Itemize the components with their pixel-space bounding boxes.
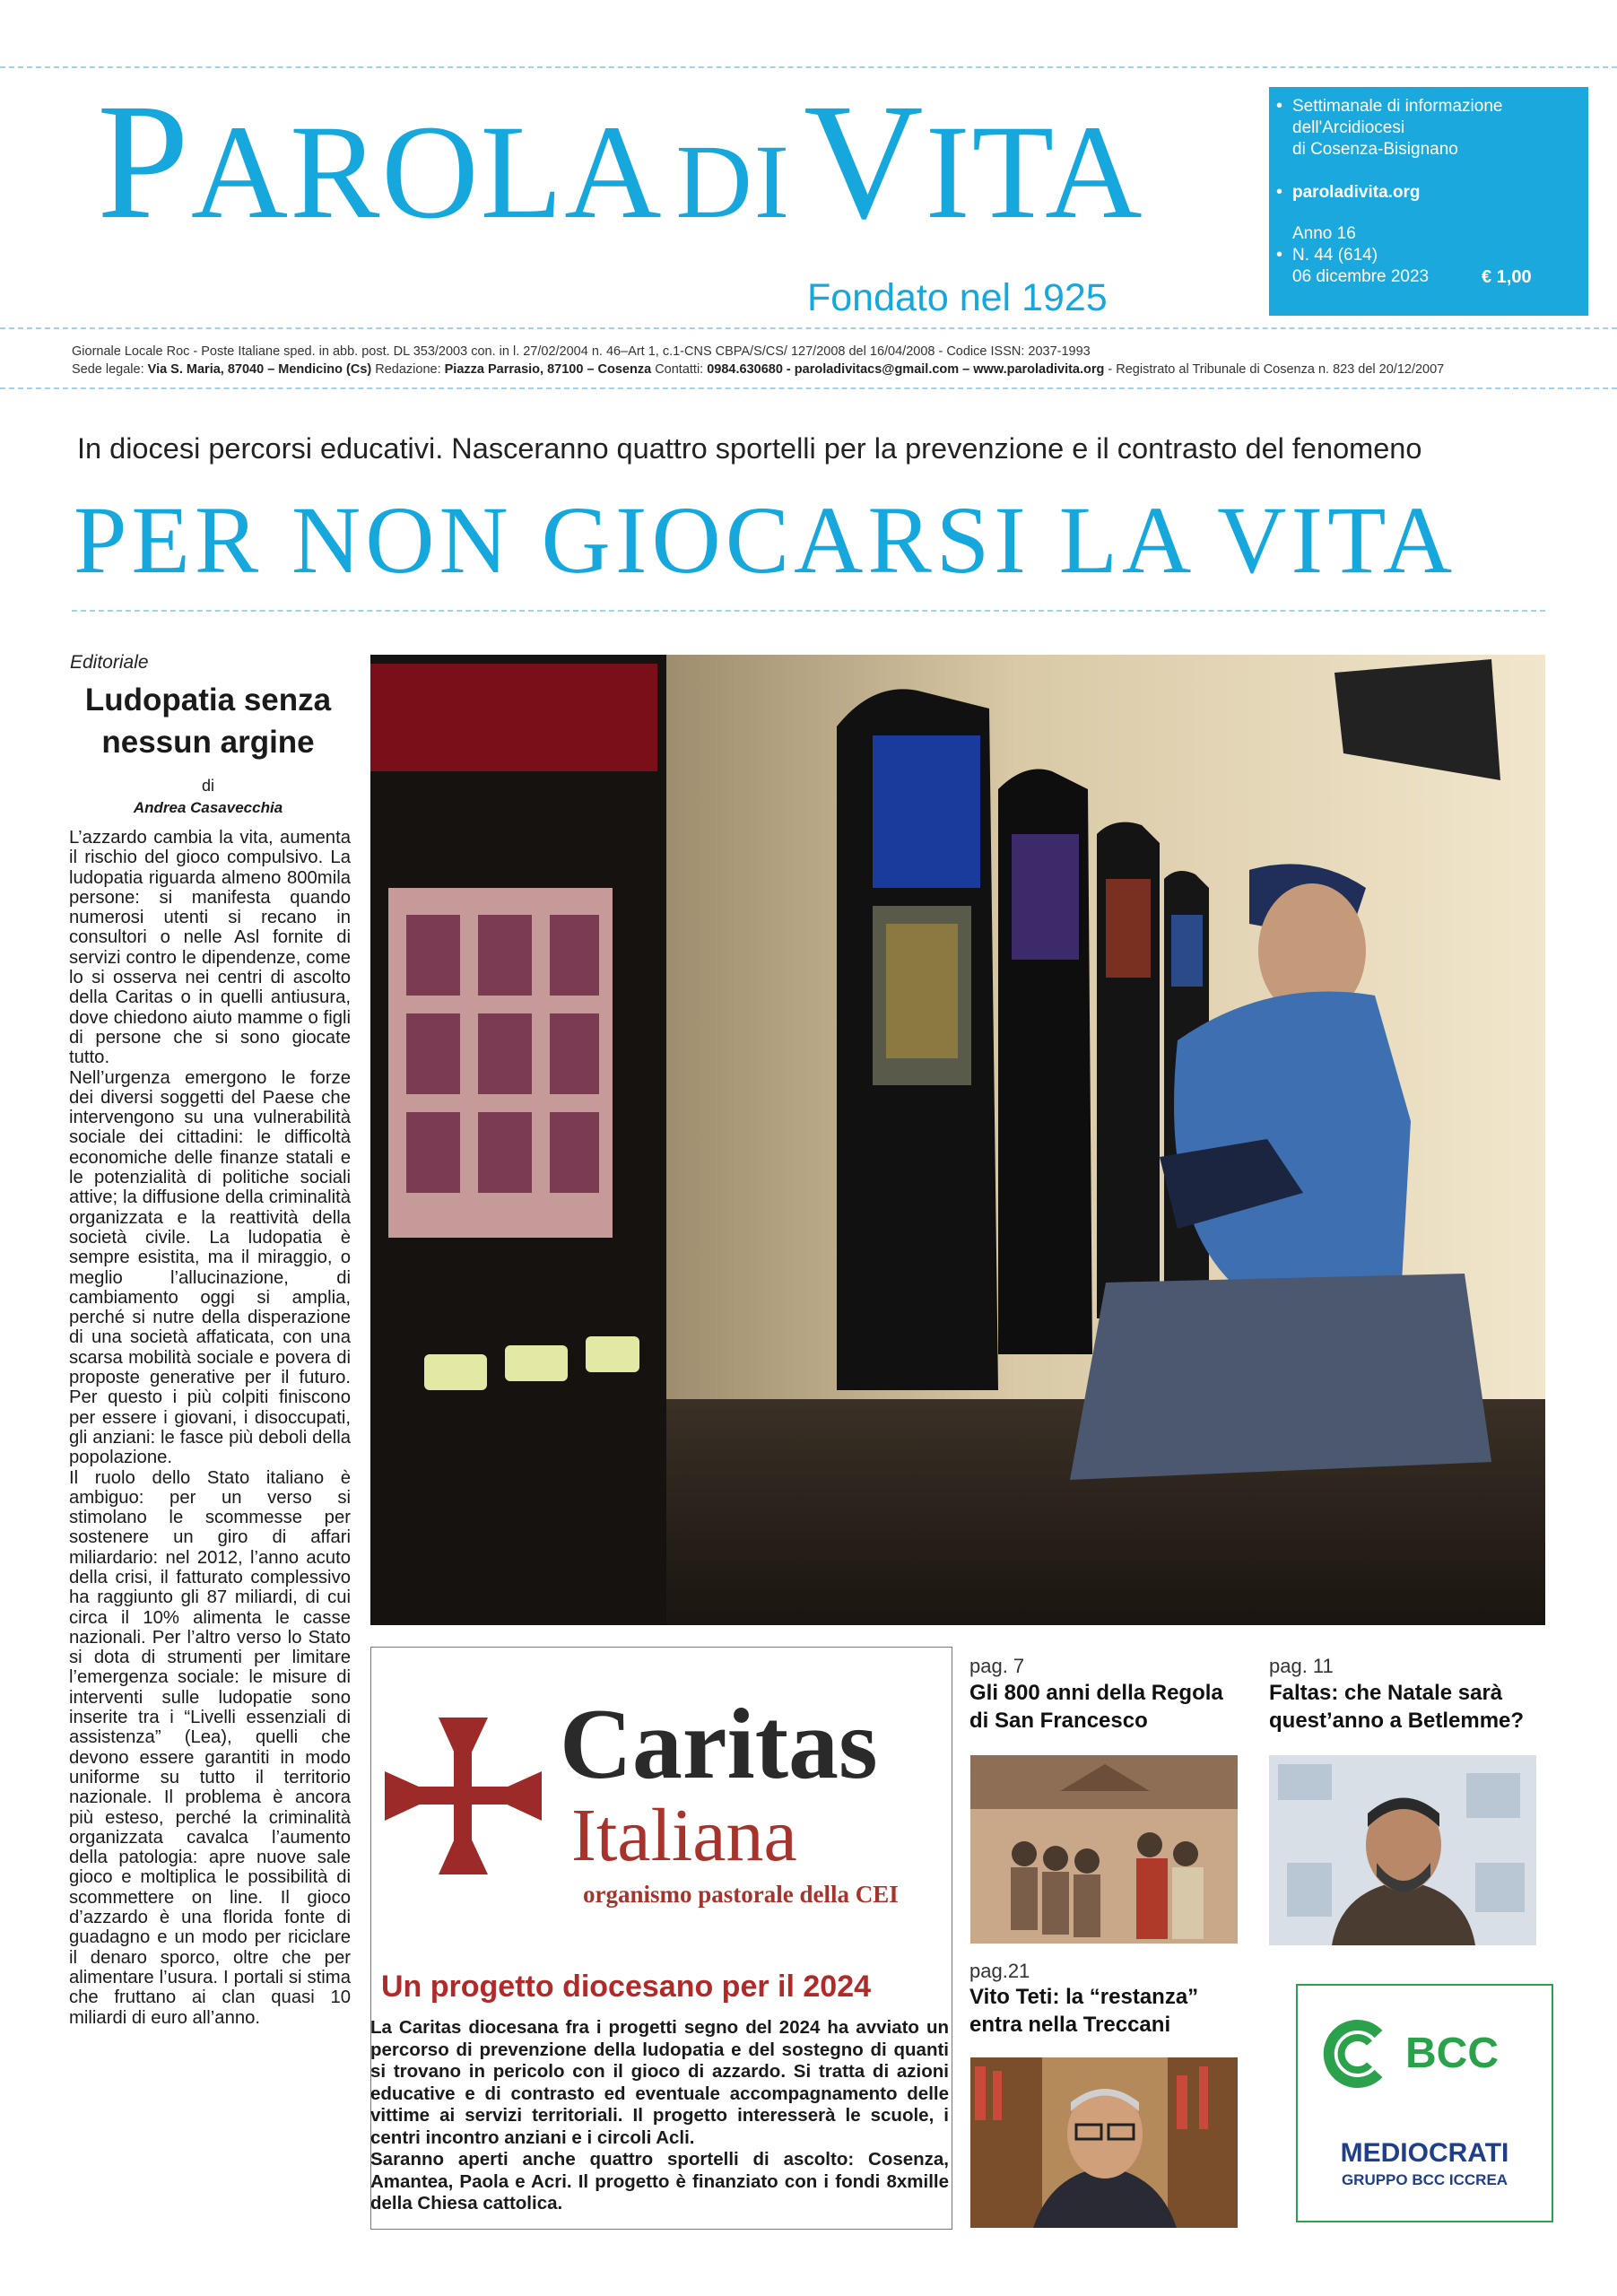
legal-label: Sede legale: [72,362,148,377]
editorial-paragraph: Nell’urgenza emergono le forze dei diversi soggetti del Paese che intervengono su una vulnerabilità sociale dei cittadini: le difficoltà economiche delle finanze statali e le potenzialità di politiche sociali attive; la diffusione della criminalità organizzata e la reattività della società civile. La ludopatia è sempre esistita, ma il miraggio, o meglio l’allucinazione, di cambiamento oggi si amplia, perché si nutre della disperazione di una società affaticata, con una scarsa mobilità sociale e povera di proposte generative per il futuro. Per questo i più colpiti finiscono per essere i giovani, i disoccupati, gli anziani: le fasce più deboli della popolazione. [69,1067,351,1468]
editorial-title-line: nessun argine [101,725,315,760]
caritas-logo-word: Caritas [560,1689,878,1800]
caritas-logo-tagline: organismo pastorale della CEI [583,1881,899,1908]
teaser-title[interactable] [1269,1679,1592,1735]
bcc-brand: BCC [1405,2030,1499,2077]
legal-label: Contatti: [651,362,708,377]
caritas-body [370,2017,949,2215]
editorial-title [65,679,352,763]
faltas-portrait-image [1269,1755,1536,1945]
title-letter: V [804,70,926,254]
slot-machines-photo [370,655,1545,1625]
portrait-illustration [970,2057,1238,2228]
caritas-cross-icon [385,1718,542,1874]
legal-value: Piazza Parrasio, 87100 – Cosenza [444,362,652,377]
info-description: dell'Arcidiocesi [1292,118,1405,137]
editorial-byline-di: di [201,777,214,795]
legal-line-1: Giornale Locale Roc - Poste Italiane sped. in abb. post. DL 353/2003 con. in l. 27/02/2004 n. 46–Art 1, c.1-CNS CBPA/S/CS/ 127/2008 del 16/04/2008 - Codice ISSN: 2037-1993 [72,344,1091,359]
teaser-title-line: Faltas: che Natale sarà [1269,1681,1503,1705]
editorial-title-line: Ludopatia senza [84,683,332,718]
bcc-advertisement[interactable] [1296,1984,1553,2222]
founded-year: Fondato nel 1925 [807,276,1108,319]
teaser-title-line: entra nella Treccani [969,2013,1171,2037]
teaser-page-ref: pag. 11 [1269,1655,1334,1677]
caritas-paragraph: La Caritas diocesana fra i progetti segno del 2024 ha avviato un percorso di prevenzione della ludopatia e del sostegno di quanti si trovano in pericolo con il gioco di azzardo. Si tratta di azioni educative e di contrasto ed eventuale accompagnamento delle vittime ai servizi territoriali. Il progetto interesserà le scuole, i centri incontro anziani e i circoli Acli. [370,2017,949,2148]
teaser-title[interactable] [969,1983,1274,2039]
title-word: DI [675,123,792,240]
editorial-label: Editoriale [70,652,149,673]
legal-value: Via S. Maria, 87040 – Mendicino (Cs) [147,362,372,377]
editorial-author: Andrea Casavecchia [133,799,283,816]
top-divider [0,66,1617,68]
teaser-title[interactable] [969,1679,1274,1735]
bcc-bank-name: MEDIOCRATI [1340,2138,1509,2168]
legal-label: Redazione: [371,362,445,377]
title-word: AROLA [190,98,664,247]
editorial-paragraph: Il ruolo dello Stato italiano è ambiguo: per un verso si stimolano le scommesse per sostenere un giro di affari miliardario: nel 2012, l’anno acuto della crisi, il fatturato complessivo ha raggiunto gli 87 miliardi, di cui circa il 10% alimenta le casse nazionali. Per l’altro verso lo Stato si dota di strumenti per limitare l’emergenza sociale: le misure di interventi sulle ludopatie sono inserite tra i “Livelli essenziali di assistenza” (Lea), quelli che devono essere garantiti in modo uniforme su tutto il territorio nazionale. Il problema è ancora più esteso, perché la criminalità organizzata cavalca l’aumento della patologia: apre nuove sale gioco e moltiplica le possibilità di scommettere on line. Il gioco d’azzardo è una florida fonte di guadagno e un modo per riciclare il denaro sporco, oltre che per alimentare l’usura. I portali si stima che fruttano ai clan quasi 10 miliardi di euro all’anno. [69,1467,351,2028]
bcc-logo-icon [1319,2018,1391,2090]
teaser-title-line: Vito Teti: la “restanza” [969,1985,1199,2009]
slot-machines-illustration [370,655,1545,1625]
headline-divider [72,610,1545,612]
issue-info-box [1269,87,1588,316]
teaser-title-line: quest’anno a Betlemme? [1269,1709,1525,1733]
info-description: Settimanale di informazione [1292,97,1503,116]
issue-price: € 1,00 [1482,267,1532,287]
fresco-illustration [970,1755,1238,1944]
caritas-paragraph: Saranno aperti anche quattro sportelli di ascolto: Cosenza, Amantea, Paola e Acri. Il progetto è finanziato con i fondi 8xmille della Chiesa cattolica. [370,2149,949,2213]
editorial-body [69,828,351,2028]
bullet-icon: • [1276,245,1283,265]
title-letter: P [97,70,191,254]
bullet-icon: • [1276,96,1283,116]
legal-divider-top [0,327,1617,329]
legal-value: 0984.630680 - paroladivitacs@gmail.com – www.paroladivita.org [707,362,1105,377]
issue-year: Anno 16 [1292,224,1356,243]
main-headline: PER NON GIOCARSI LA VITA [74,488,1457,594]
masthead-title [97,70,1173,285]
issue-number: N. 44 (614) [1292,246,1378,265]
website-link[interactable]: paroladivita.org [1292,183,1421,202]
legal-line-2 [72,362,1444,377]
caritas-headline: Un progetto diocesano per il 2024 [381,1970,872,2004]
legal-divider-bottom [0,387,1617,389]
legal-label: - Registrato al Tribunale di Cosenza n. 823 del 20/12/2007 [1104,362,1445,377]
caritas-logo-word: Italiana [571,1794,797,1877]
bullet-icon: • [1276,182,1283,202]
francesco-fresco-image [970,1755,1238,1944]
bcc-group: GRUPPO BCC ICCREA [1341,2171,1508,2188]
title-word: ITA [925,98,1144,247]
teaser-title-line: Gli 800 anni della Regola [969,1681,1223,1705]
lead-kicker: In diocesi percorsi educativi. Nasceranno quattro sportelli per la prevenzione e il contrasto del fenomeno [77,432,1422,465]
info-description: di Cosenza-Bisignano [1292,140,1458,159]
editorial-paragraph: L’azzardo cambia la vita, aumenta il rischio del gioco compulsivo. La ludopatia riguarda almeno 800mila persone: si manifesta quando numerosi utenti si recano in consultori o nelle Asl fornite di servizi contro le dipendenze, come lo si osserva nei centri di ascolto della Caritas o in quelli antiusura, dove chiedono aiuto mamme o figli di persone che si sono giocate tutto. [69,828,351,1068]
teaser-page-ref: pag. 7 [969,1655,1025,1677]
portrait-illustration [1269,1755,1536,1945]
issue-date: 06 dicembre 2023 [1292,267,1430,286]
teaser-title-line: di San Francesco [969,1709,1148,1733]
vito-teti-portrait-image [970,2057,1238,2228]
teaser-page-ref: pag.21 [969,1960,1030,1982]
